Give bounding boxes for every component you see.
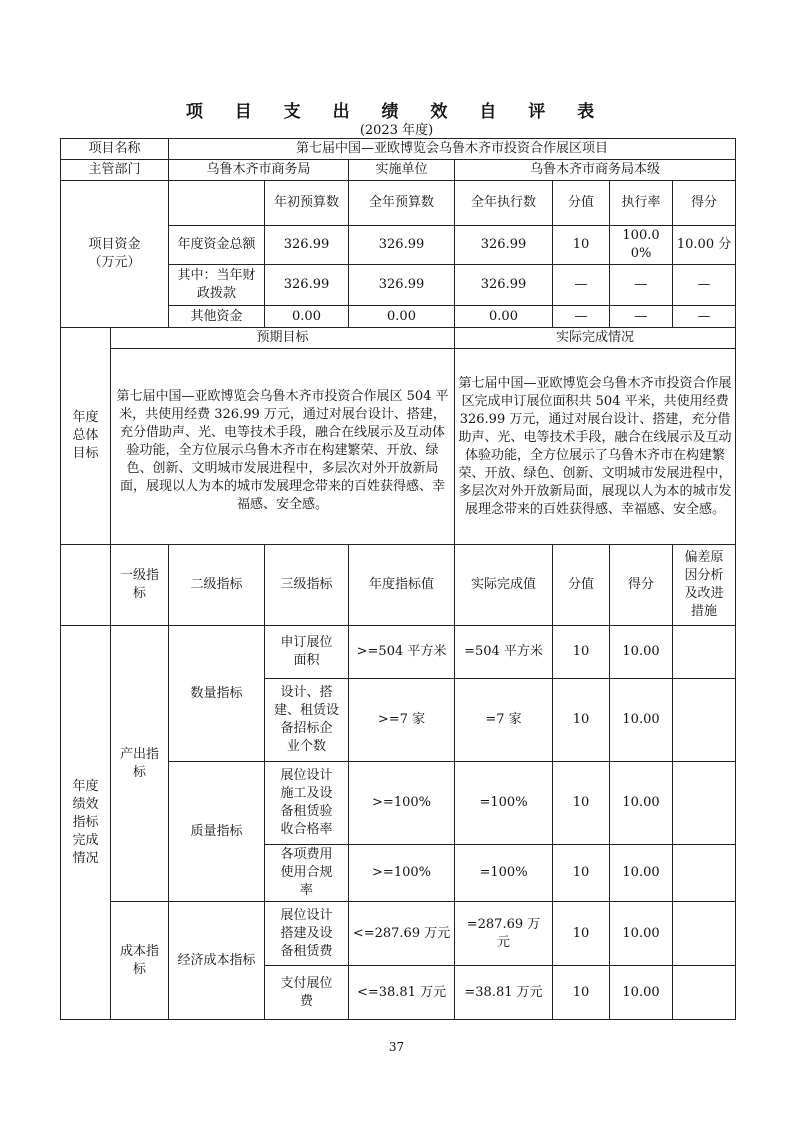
funds-budget-initial: 326.99 xyxy=(265,265,349,306)
funds-score: — xyxy=(673,265,736,306)
level3-indicator: 支付展位 费 xyxy=(265,966,349,1020)
page-title: 项 目 支 出 绩 效 自 评 表 xyxy=(185,102,608,122)
indicator-actual: =504 平方米 xyxy=(455,626,553,679)
indicator-actual: =287.69 万 元 xyxy=(455,902,553,966)
funds-executed: 326.99 xyxy=(455,226,553,265)
level2-quality-indicator: 质量指标 xyxy=(169,762,265,902)
level1-cost-indicator: 成本指 标 xyxy=(111,902,169,1020)
funds-header-weight: 分值 xyxy=(553,181,610,226)
funds-row-name: 其他资金 xyxy=(169,306,265,328)
indicator-target: >=504 平方米 xyxy=(349,626,455,679)
level2-quantity-indicator: 数量指标 xyxy=(169,626,265,762)
indicator-target: >=100% xyxy=(349,845,455,902)
funds-rate: — xyxy=(610,265,673,306)
indicator-actual: =100% xyxy=(455,762,553,845)
funds-budget-initial: 326.99 xyxy=(265,226,349,265)
indicators-section-label: 年度 绩效 指标 完成 情况 xyxy=(61,626,111,1020)
funds-executed: 0.00 xyxy=(455,306,553,328)
indicator-header-score: 得分 xyxy=(610,545,673,626)
goals-header-row xyxy=(61,328,736,349)
indicator-weight: 10 xyxy=(553,626,610,679)
indicator-target: <=38.81 万元 xyxy=(349,966,455,1020)
level1-output-indicator: 产出指 标 xyxy=(111,626,169,902)
project-name-row xyxy=(61,139,736,160)
indicator-score: 10.00 xyxy=(610,902,673,966)
indicator-target: <=287.69 万元 xyxy=(349,902,455,966)
funds-weight: 10 xyxy=(553,226,610,265)
indicator-target: >=7 家 xyxy=(349,679,455,762)
funds-budget-initial: 0.00 xyxy=(265,306,349,328)
indicator-deviation xyxy=(673,845,736,902)
funds-row-name: 年度资金总额 xyxy=(169,226,265,265)
indicator-header-weight: 分值 xyxy=(553,545,610,626)
funds-weight: — xyxy=(553,306,610,328)
indicator-header-deviation: 偏差原 因分析 及改进 措施 xyxy=(673,545,736,626)
indicator-header-row xyxy=(61,545,736,626)
goals-actual-text: 第七届中国—亚欧博览会乌鲁木齐市投资合作展区完成申订展位面积共 504 平米，共使用经费 326.99 万元，通过对展台设计、搭建，充分借助声、光、电等技术手段，融合在线展示及互动体验功能，全方位展示了乌鲁木齐市在构建繁荣、开放、绿色、创新、文明城市发展进程中，多层次对外开放新局面，展现以人为本的城市发展理念带来的百姓获得感、幸福感、安全感。 xyxy=(455,349,736,545)
indicator-weight: 10 xyxy=(553,902,610,966)
indicator-actual: =100% xyxy=(455,845,553,902)
page-number: 37 xyxy=(388,1040,405,1054)
indicator-weight: 10 xyxy=(553,679,610,762)
funds-rate: 100.00% xyxy=(610,226,673,265)
indicator-deviation xyxy=(673,902,736,966)
indicator-deviation xyxy=(673,762,736,845)
goals-actual-header: 实际完成情况 xyxy=(455,328,736,349)
funds-header-row xyxy=(61,181,736,226)
indicator-score: 10.00 xyxy=(610,966,673,1020)
dept-label: 主管部门 xyxy=(61,160,169,181)
level3-indicator: 展位设计 搭建及设 备租赁费 xyxy=(265,902,349,966)
goals-expected-header: 预期目标 xyxy=(111,328,455,349)
impl-unit-value: 乌鲁木齐市商务局本级 xyxy=(455,160,736,181)
funds-header-initial: 年初预算数 xyxy=(265,181,349,226)
goals-body-row xyxy=(61,349,736,545)
indicator-header-level3: 三级指标 xyxy=(265,545,349,626)
funds-budget-annual: 326.99 xyxy=(349,265,455,306)
funds-executed: 326.99 xyxy=(455,265,553,306)
indicator-header-blank xyxy=(61,545,111,626)
funds-header-blank xyxy=(169,181,265,226)
indicator-deviation xyxy=(673,626,736,679)
level2-economic-cost-indicator: 经济成本指标 xyxy=(169,902,265,1020)
indicator-deviation xyxy=(673,679,736,762)
funds-score: — xyxy=(673,306,736,328)
indicator-actual: =38.81 万元 xyxy=(455,966,553,1020)
indicator-header-level2: 二级指标 xyxy=(169,545,265,626)
fiscal-year: (2023 年度) xyxy=(359,123,434,138)
project-name-label: 项目名称 xyxy=(61,139,169,160)
department-row xyxy=(61,160,736,181)
project-name-value: 第七届中国—亚欧博览会乌鲁木齐市投资合作展区项目 xyxy=(169,139,736,160)
indicator-score: 10.00 xyxy=(610,679,673,762)
level3-indicator: 申订展位 面积 xyxy=(265,626,349,679)
indicator-weight: 10 xyxy=(553,845,610,902)
indicator-row xyxy=(61,626,736,679)
funds-rate: — xyxy=(610,306,673,328)
indicator-target: >=100% xyxy=(349,762,455,845)
funds-header-annual: 全年预算数 xyxy=(349,181,455,226)
funds-header-score: 得分 xyxy=(673,181,736,226)
level3-indicator: 各项费用 使用合规 率 xyxy=(265,845,349,902)
funds-score: 10.00 分 xyxy=(673,226,736,265)
dept-value: 乌鲁木齐市商务局 xyxy=(169,160,349,181)
indicator-header-level1: 一级指 标 xyxy=(111,545,169,626)
level3-indicator: 设计、搭 建、租赁设 备招标企 业个数 xyxy=(265,679,349,762)
funds-budget-annual: 0.00 xyxy=(349,306,455,328)
funds-budget-annual: 326.99 xyxy=(349,226,455,265)
self-evaluation-table xyxy=(60,138,736,1020)
goals-expected-text: 第七届中国—亚欧博览会乌鲁木齐市投资合作展区 504 平米，共使用经费 326.99 万元，通过对展台设计、搭建，充分借助声、光、电等技术手段，融合在线展示及互动体验功能，全方位展示乌鲁木齐市在构建繁荣、开放、绿色、创新、文明城市发展进程中，多层次对外开放新局面，展现以人为本的城市发展理念带来的百姓获得感、幸福感、安全感。 xyxy=(111,349,455,545)
indicator-score: 10.00 xyxy=(610,762,673,845)
funds-row-name: 其中：当年财政拨款 xyxy=(169,265,265,306)
indicator-score: 10.00 xyxy=(610,845,673,902)
funds-header-rate: 执行率 xyxy=(610,181,673,226)
funds-label: 项目资金 （万元） xyxy=(61,181,169,328)
funds-weight: — xyxy=(553,265,610,306)
indicator-deviation xyxy=(673,966,736,1020)
indicator-weight: 10 xyxy=(553,966,610,1020)
indicator-score: 10.00 xyxy=(610,626,673,679)
level3-indicator: 展位设计 施工及设 备租赁验 收合格率 xyxy=(265,762,349,845)
indicator-actual: =7 家 xyxy=(455,679,553,762)
impl-unit-label: 实施单位 xyxy=(349,160,455,181)
indicator-row xyxy=(61,902,736,966)
indicator-weight: 10 xyxy=(553,762,610,845)
funds-header-executed: 全年执行数 xyxy=(455,181,553,226)
indicator-header-target: 年度指标值 xyxy=(349,545,455,626)
goals-label: 年度 总体 目标 xyxy=(61,328,111,545)
indicator-header-actual: 实际完成值 xyxy=(455,545,553,626)
